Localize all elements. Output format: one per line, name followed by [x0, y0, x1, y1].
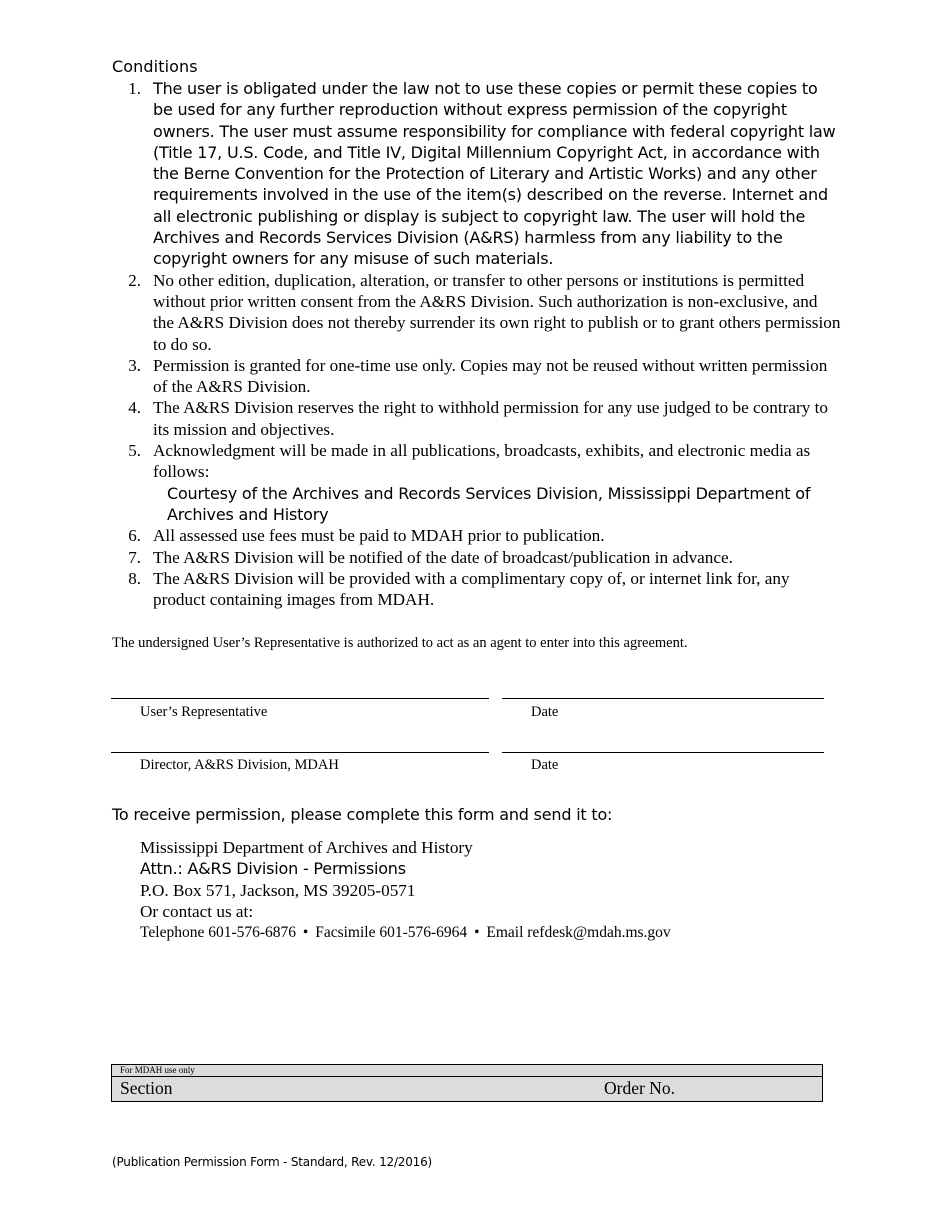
attention-line: Attn.: A&RS Division - Permissions: [140, 859, 406, 879]
director-label: Director, A&RS Division, MDAH: [140, 757, 339, 773]
users-representative-signature-line[interactable]: [111, 698, 489, 699]
po-box-line: P.O. Box 571, Jackson, MS 39205-0571: [140, 880, 416, 900]
condition-number: 6.: [128, 526, 141, 546]
condition-number: 5.: [128, 441, 141, 461]
section-field: Section: [120, 1078, 173, 1098]
bullet-separator: •: [474, 924, 480, 942]
form-revision-footer: (Publication Permission Form - Standard, Rev. 12/2016): [112, 1155, 433, 1169]
condition-item-6: [112, 525, 842, 546]
organization-name: Mississippi Department of Archives and History: [140, 838, 473, 857]
contact-intro: Or contact us at:: [140, 901, 254, 921]
courtesy-line: Courtesy of the Archives and Records Services Division, Mississippi Department of Archives and History: [167, 483, 811, 524]
conditions-heading: Conditions: [112, 57, 198, 76]
date-line-1[interactable]: [502, 698, 824, 699]
send-instructions-heading: To receive permission, please complete this form and send it to:: [112, 805, 613, 824]
office-use-box: [111, 1064, 823, 1102]
office-use-divider: [112, 1076, 822, 1077]
condition-item-7: [112, 547, 842, 568]
condition-text: The A&RS Division reserves the right to withhold permission for any use judged to be contrary to its mission and objectives.: [153, 398, 828, 439]
condition-number: 1.: [128, 79, 141, 98]
date-line-2[interactable]: [502, 752, 824, 753]
conditions-section: [112, 56, 842, 610]
condition-item-4: [112, 397, 842, 440]
condition-number: 4.: [128, 398, 141, 418]
director-signature-line[interactable]: [111, 752, 489, 753]
condition-number: 8.: [128, 568, 141, 588]
condition-number: 3.: [128, 355, 141, 375]
users-representative-label: User’s Representative: [140, 704, 268, 720]
agreement-note: The undersigned User’s Representative is authorized to act as an agent to enter into this agreement.: [112, 635, 688, 651]
condition-text: The A&RS Division will be provided with a complimentary copy of, or internet link for, any product containing images from MDAH.: [153, 568, 790, 610]
order-number-field: Order No.: [604, 1078, 675, 1098]
condition-number: 7.: [128, 547, 141, 567]
telephone: Telephone 601-576-6876: [140, 924, 297, 942]
condition-item-2: [112, 270, 842, 355]
condition-item-1: [112, 78, 842, 270]
condition-text: All assessed use fees must be paid to MDAH prior to publication.: [153, 526, 605, 546]
condition-number: 2.: [128, 270, 141, 290]
condition-item-5: [112, 440, 842, 525]
facsimile: Facsimile 601-576-6964: [315, 924, 468, 942]
condition-text: The user is obligated under the law not to use these copies or permit these copies to be used for any further reproduction without express permission of the copyright owners. The user must assume responsibility for compliance with federal copyright law (Title 17, U.S. Code, and Title IV, Digital Millennium Copyright Act, in accordance with the Berne Convention for the Protection of Literary and Artistic Works) and any other requirements involved in the use of the item(s) described on the reverse. Internet and all electronic publishing or display is subject to copyright law. The user will hold the Archives and Records Services Division (A&RS) harmless from any liability to the copyright owners for any misuse of such materials.: [153, 79, 836, 269]
conditions-list: [112, 78, 842, 610]
date-label-2: Date: [531, 757, 559, 773]
office-use-label: For MDAH use only: [120, 1065, 195, 1075]
condition-text: Acknowledgment will be made in all publications, broadcasts, exhibits, and electronic media as follows:: [153, 441, 811, 482]
condition-item-3: [112, 355, 842, 398]
condition-text: No other edition, duplication, alteration, or transfer to other persons or institutions is permitted without prior written consent from the A&RS Division. Such authorization is non-exclusive, and the A&RS Division does not thereby surrender its own right to publish or to grant others permission to do so.: [153, 270, 841, 354]
mailing-address: [140, 837, 671, 943]
date-label-1: Date: [531, 704, 559, 720]
email: Email refdesk@mdah.ms.gov: [486, 924, 671, 942]
bullet-separator: •: [302, 924, 309, 942]
condition-text: Permission is granted for one-time use only. Copies may not be reused without written permission of the A&RS Division.: [153, 355, 828, 397]
condition-text: The A&RS Division will be notified of the date of broadcast/publication in advance.: [153, 547, 733, 567]
condition-item-8: [112, 568, 842, 611]
contact-line: [140, 922, 671, 943]
